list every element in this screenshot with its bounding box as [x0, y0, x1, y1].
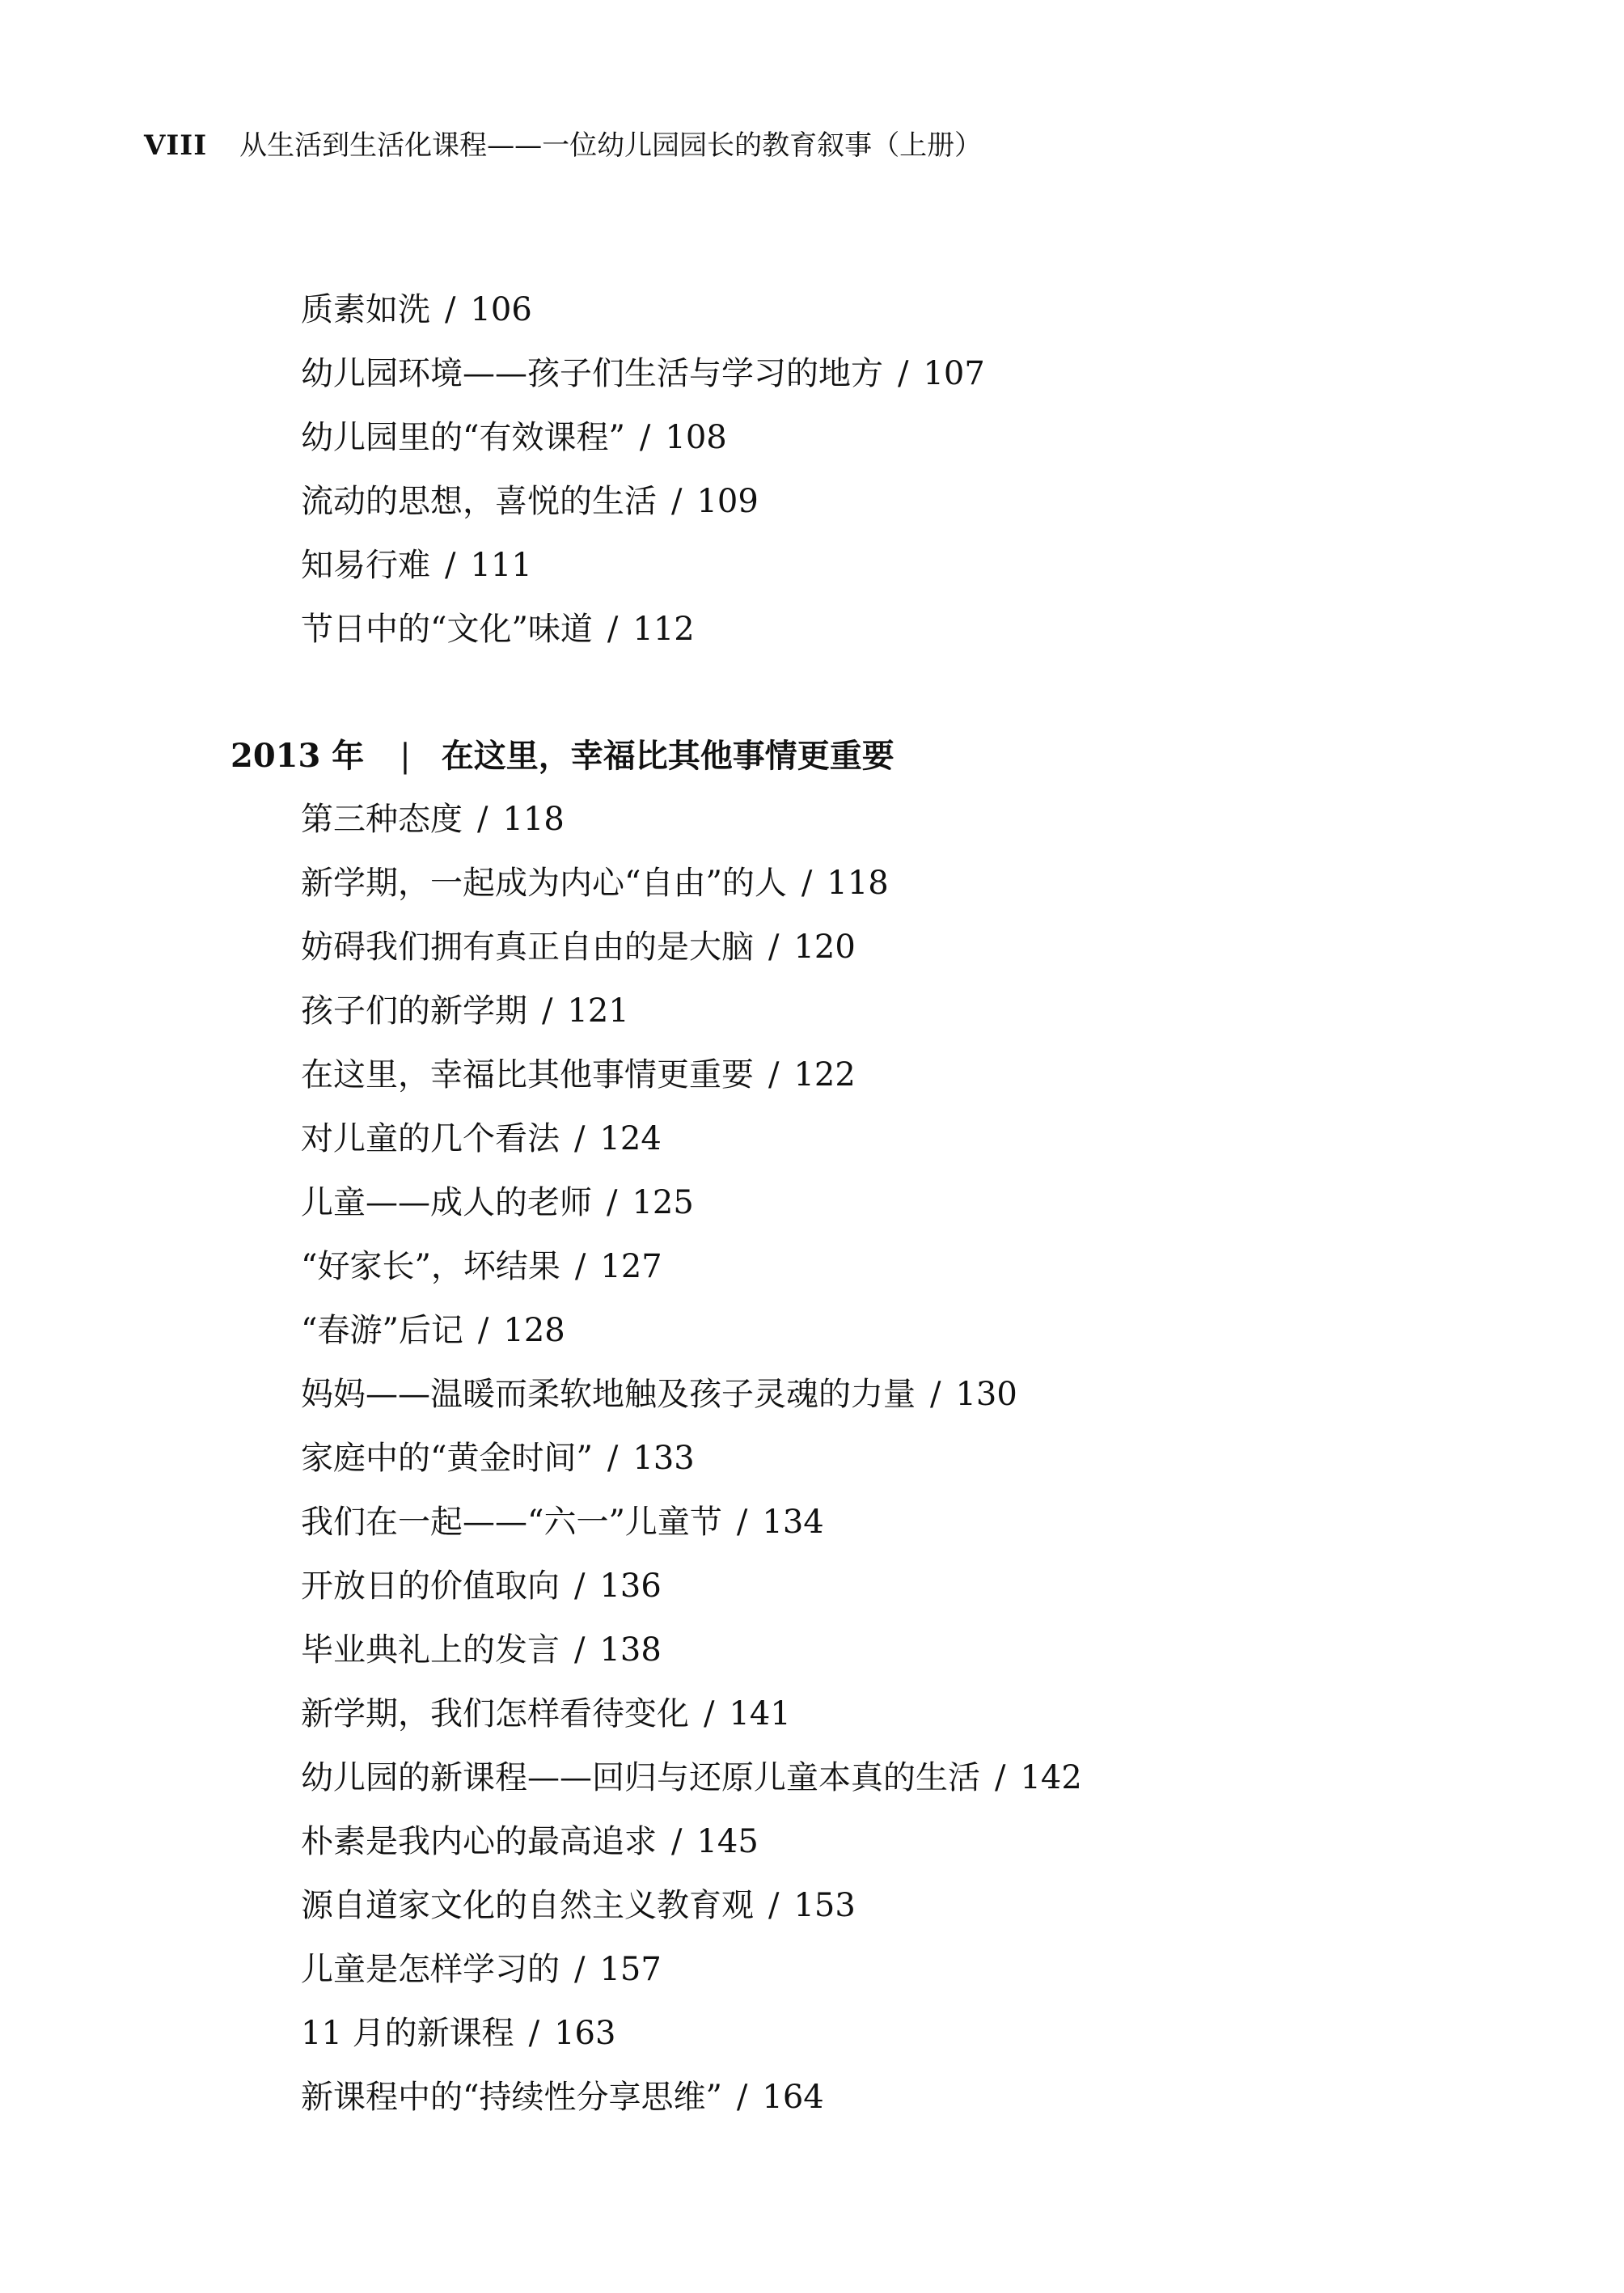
toc-entry-page: 127 [600, 1248, 662, 1285]
toc-separator: / [528, 2015, 540, 2052]
toc-entry-title: 儿童是怎样学习的 [301, 1951, 560, 1988]
toc-separator: / [445, 547, 456, 584]
section-heading [230, 724, 1624, 788]
toc-entry-title: 朴素是我内心的最高追求 [301, 1823, 657, 1860]
toc-entry-title: 孩子们的新学期 [301, 992, 527, 1030]
toc-separator: / [736, 1504, 748, 1541]
toc-entry [301, 598, 1624, 662]
toc-entry [301, 1299, 1624, 1363]
toc-entry [301, 979, 1624, 1043]
toc-separator: / [574, 1951, 586, 1988]
toc-entry-title: 家庭中的“黄金时间” [301, 1440, 593, 1477]
toc-separator: / [574, 1567, 586, 1605]
toc-entry [301, 1618, 1624, 1682]
toc-entry [301, 1810, 1624, 1874]
toc-entry-title: 毕业典礼上的发言 [301, 1631, 560, 1669]
toc-entry-title: 我们在一起——“六一”儿童节 [301, 1504, 722, 1541]
toc-entry [301, 1107, 1624, 1171]
toc-entry-title: 第三种态度 [301, 801, 463, 838]
toc-entry [301, 1682, 1624, 1746]
toc-entry-title: 新学期，一起成为内心“自由”的人 [301, 865, 787, 902]
toc-entry [301, 1555, 1624, 1618]
toc-entry [301, 852, 1624, 916]
toc-entry-page: 134 [762, 1504, 824, 1541]
toc-separator: / [477, 801, 488, 838]
section-title: 在这里，幸福比其他事情更重要 [441, 737, 894, 775]
section-year: 2013 年 [230, 737, 365, 775]
toc-separator: / [768, 929, 780, 966]
toc-entry-page: 128 [503, 1312, 565, 1349]
toc-entry-title: 流动的思想，喜悦的生活 [301, 483, 657, 520]
toc-entry-title: 开放日的价值取向 [301, 1567, 560, 1605]
toc-entry-title: “春游”后记 [301, 1312, 463, 1349]
toc-entry [301, 342, 1624, 406]
toc-entry-page: 118 [827, 865, 889, 902]
toc-group-2013 [0, 724, 1624, 2130]
toc-entry [301, 1363, 1624, 1427]
toc-entry-title: 幼儿园里的“有效课程” [301, 419, 625, 456]
toc-separator: / [671, 483, 683, 520]
toc-entry [301, 1043, 1624, 1107]
toc-entry-page: 124 [599, 1120, 662, 1157]
toc-entry-page: 120 [793, 929, 856, 966]
toc-separator: / [574, 1248, 586, 1285]
toc-separator: / [639, 419, 651, 456]
toc-entry [301, 788, 1624, 852]
toc-entry-page: 107 [923, 355, 985, 392]
section-divider: | [400, 738, 411, 775]
toc-entry [301, 534, 1624, 598]
toc-entry [301, 1171, 1624, 1235]
page-folio: VIII [144, 129, 208, 162]
toc-entry [301, 1235, 1624, 1299]
toc-separator: / [736, 2079, 748, 2116]
toc-separator: / [574, 1631, 586, 1669]
toc-entry-page: 133 [632, 1440, 695, 1477]
toc-entry-page: 106 [470, 291, 532, 328]
toc-entry [301, 1874, 1624, 1938]
toc-entry [301, 470, 1624, 534]
toc-separator: / [768, 1887, 780, 1924]
toc-entry-page: 138 [599, 1631, 662, 1669]
toc-entry-title: 妈妈——温暖而柔软地触及孩子灵魂的力量 [301, 1376, 916, 1413]
toc-entry-page: 125 [632, 1184, 694, 1221]
toc-separator: / [671, 1823, 683, 1860]
toc-entry-page: 130 [955, 1376, 1017, 1413]
toc-entry-page: 108 [665, 419, 727, 456]
toc-entry [301, 1491, 1624, 1555]
toc-separator: / [801, 865, 813, 902]
toc-separator: / [898, 355, 909, 392]
toc-entry-page: 153 [793, 1887, 856, 1924]
toc-separator: / [704, 1695, 715, 1732]
toc-entry-page: 118 [502, 801, 565, 838]
toc-entry-page: 121 [567, 992, 629, 1030]
toc-entry-title: 源自道家文化的自然主义教育观 [301, 1887, 754, 1924]
toc-entry-page: 111 [470, 547, 532, 584]
toc-entry-page: 141 [729, 1695, 791, 1732]
toc-separator: / [574, 1120, 586, 1157]
toc-entry-title: 新学期，我们怎样看待变化 [301, 1695, 689, 1732]
toc-entry-title: 新课程中的“持续性分享思维” [301, 2079, 722, 2116]
toc-entry-title: 对儿童的几个看法 [301, 1120, 560, 1157]
toc-separator: / [768, 1056, 780, 1094]
toc-entry-title: “好家长”，坏结果 [301, 1248, 560, 1285]
toc-entry [301, 1938, 1624, 2002]
toc-entry-title: 节日中的“文化”味道 [301, 611, 593, 648]
toc-separator: / [542, 992, 553, 1030]
toc-separator: / [477, 1312, 489, 1349]
toc-entry [301, 1746, 1624, 1810]
toc-entry-page: 142 [1020, 1759, 1082, 1796]
toc-entry-title: 幼儿园环境——孩子们生活与学习的地方 [301, 355, 883, 392]
toc-entry-title: 儿童——成人的老师 [301, 1184, 592, 1221]
running-header [144, 128, 982, 163]
toc-separator: / [995, 1759, 1006, 1796]
toc-entry [301, 2066, 1624, 2130]
toc-group-before-2013 [0, 278, 1624, 662]
book-title: 从生活到生活化课程——一位幼儿园园长的教育叙事（上册） [239, 129, 983, 162]
toc-entry-title: 质素如洗 [301, 291, 430, 328]
toc-entry [301, 1427, 1624, 1491]
toc-entry-title: 幼儿园的新课程——回归与还原儿童本真的生活 [301, 1759, 980, 1796]
toc-separator: / [445, 291, 456, 328]
toc-separator: / [607, 1184, 618, 1221]
toc-entry-page: 136 [599, 1567, 662, 1605]
toc-entry-page: 163 [554, 2015, 616, 2052]
toc-entry [301, 406, 1624, 470]
toc-separator: / [930, 1376, 941, 1413]
toc-entry-title: 11 月的新课程 [301, 2015, 514, 2052]
toc-entry-page: 145 [696, 1823, 759, 1860]
toc-entry [301, 2002, 1624, 2066]
toc-separator: / [607, 611, 619, 648]
toc-entry-page: 109 [696, 483, 759, 520]
toc-entry [301, 278, 1624, 342]
toc-entry-page: 157 [599, 1951, 662, 1988]
toc-entry-page: 122 [793, 1056, 856, 1094]
toc-separator: / [607, 1440, 619, 1477]
toc-entry-title: 在这里，幸福比其他事情更重要 [301, 1056, 754, 1094]
toc-entry-title: 妨碍我们拥有真正自由的是大脑 [301, 929, 754, 966]
toc-entry [301, 916, 1624, 979]
toc-entry-page: 164 [762, 2079, 824, 2116]
toc-entry-title: 知易行难 [301, 547, 430, 584]
toc-entry-page: 112 [632, 611, 695, 648]
